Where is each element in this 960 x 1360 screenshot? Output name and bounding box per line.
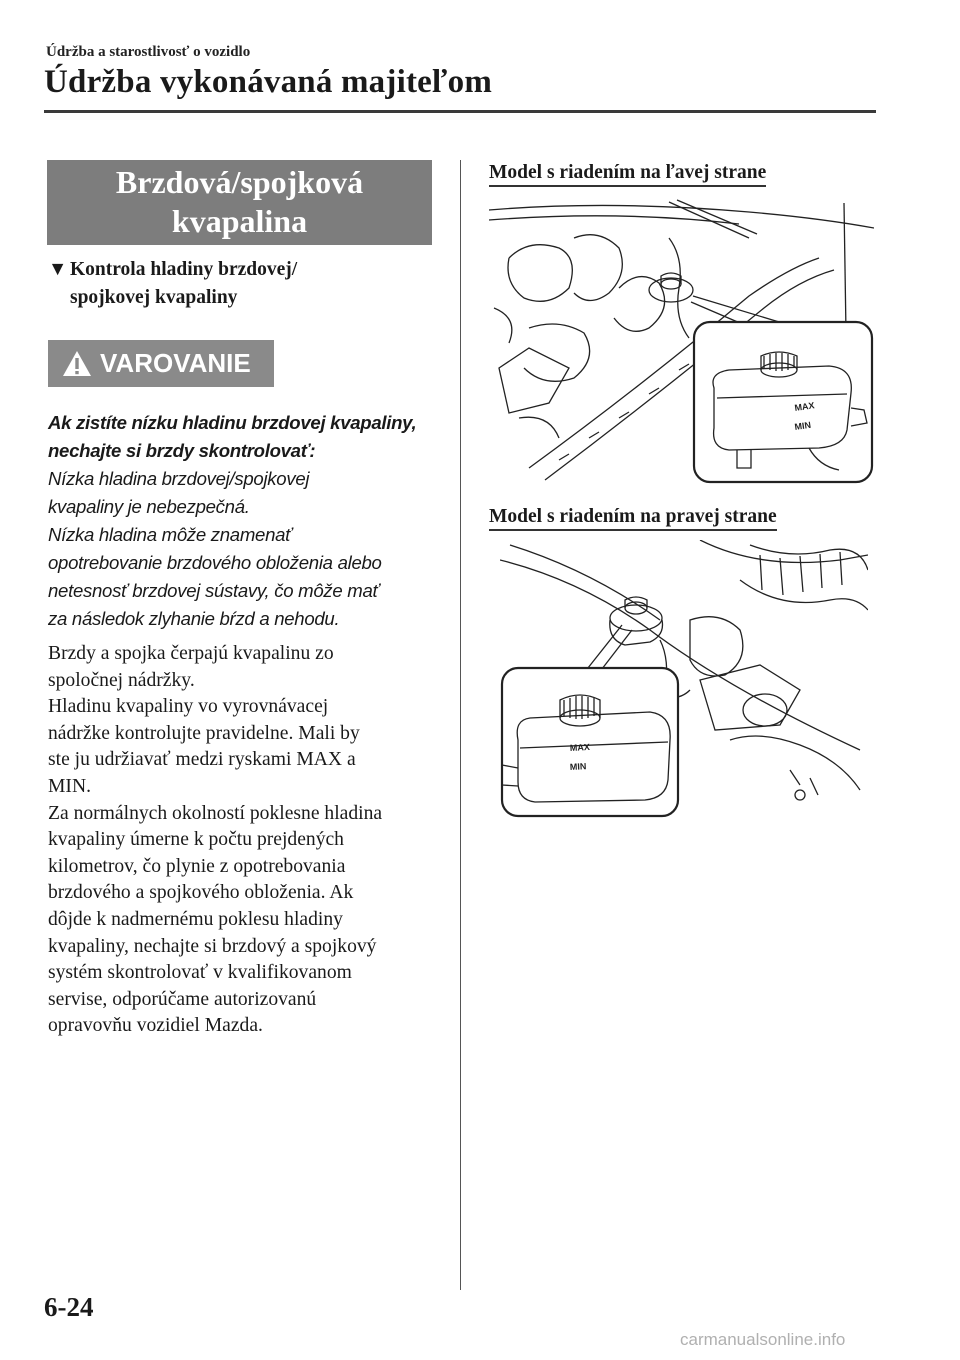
min-mark-label: MIN: [569, 761, 587, 772]
section-banner-line2: kvapalina: [171, 203, 308, 239]
body-line: spoločnej nádržky.: [48, 669, 195, 691]
engine-bay-illustration-left-drive: [489, 198, 874, 484]
warning-triangle-icon: [62, 350, 92, 377]
page-number: 6-24: [44, 1292, 94, 1322]
warning-bold-line: nechajte si brzdy skontrolovať:: [48, 440, 316, 461]
warning-line: kvapaliny je nebezpečná.: [48, 496, 250, 517]
warning-label: VAROVANIE: [100, 348, 251, 378]
watermark: carmanualsonline.info: [680, 1330, 846, 1349]
sub-heading: [48, 256, 438, 312]
body-line: kvapaliny úmerne k počtu prejdených: [48, 829, 344, 851]
sub-heading-line1: Kontrola hladiny brzdovej/: [70, 259, 298, 280]
warning-line: Nízka hladina brzdovej/spojkovej: [48, 468, 310, 489]
warning-bold-line: Ak zistíte nízku hladinu brzdovej kvapaliny,: [48, 412, 417, 433]
body-line: servise, odporúčame autorizovanú: [48, 988, 317, 1010]
warning-text: [48, 409, 443, 633]
engine-bay-illustration-right-drive: [500, 540, 868, 822]
warning-line: Nízka hladina môže znamenať: [48, 524, 292, 545]
max-mark-label: MAX: [793, 400, 816, 413]
body-line: opravovňu vozidiel Mazda.: [48, 1015, 263, 1037]
body-line: nádržke kontrolujte pravidelne. Mali by: [48, 722, 360, 744]
section-banner-line1: Brzdová/spojková: [115, 164, 364, 200]
title-rule: [44, 110, 876, 113]
body-line: Hladinu kvapaliny vo vyrovnávacej: [48, 696, 329, 718]
figure-caption-right-drive: Model s riadením na pravej strane: [489, 506, 777, 531]
body-line: Za normálnych okolností poklesne hladina: [48, 802, 383, 824]
body-line: dôjde k nadmernému poklesu hladiny: [48, 908, 343, 930]
section-banner: [47, 160, 432, 245]
figure-caption-left-drive: Model s riadením na ľavej strane: [489, 162, 766, 187]
body-line: systém skontrolovať v kvalifikovanom: [48, 962, 352, 984]
body-text: [48, 641, 443, 1040]
warning-badge: [48, 340, 274, 387]
column-divider: [460, 160, 461, 1290]
warning-line: za následok zlyhanie bŕzd a nehodu.: [48, 608, 340, 629]
breadcrumb: Údržba a starostlivosť o vozidlo: [46, 44, 251, 60]
body-line: brzdového a spojkového obloženia. Ak: [48, 882, 354, 904]
body-line: kvapaliny, nechajte si brzdový a spojkový: [48, 935, 377, 957]
warning-line: netesnosť brzdovej sústavy, čo môže mať: [48, 580, 379, 601]
body-line: ste ju udržiavať medzi ryskami MAX a: [48, 749, 356, 771]
min-mark-label: MIN: [793, 419, 812, 432]
body-line: Brzdy a spojka čerpajú kvapalinu zo: [48, 643, 334, 664]
max-mark-label: MAX: [569, 741, 591, 753]
triangle-marker-icon: ▼: [48, 259, 68, 280]
sub-heading-line2: spojkovej kvapaliny: [70, 287, 238, 308]
page-title: Údržba vykonávaná majiteľom: [44, 64, 493, 100]
body-line: MIN.: [48, 775, 91, 797]
warning-line: opotrebovanie brzdového obloženia alebo: [48, 552, 382, 573]
body-line: kilometrov, čo plynie z opotrebovania: [48, 855, 346, 877]
